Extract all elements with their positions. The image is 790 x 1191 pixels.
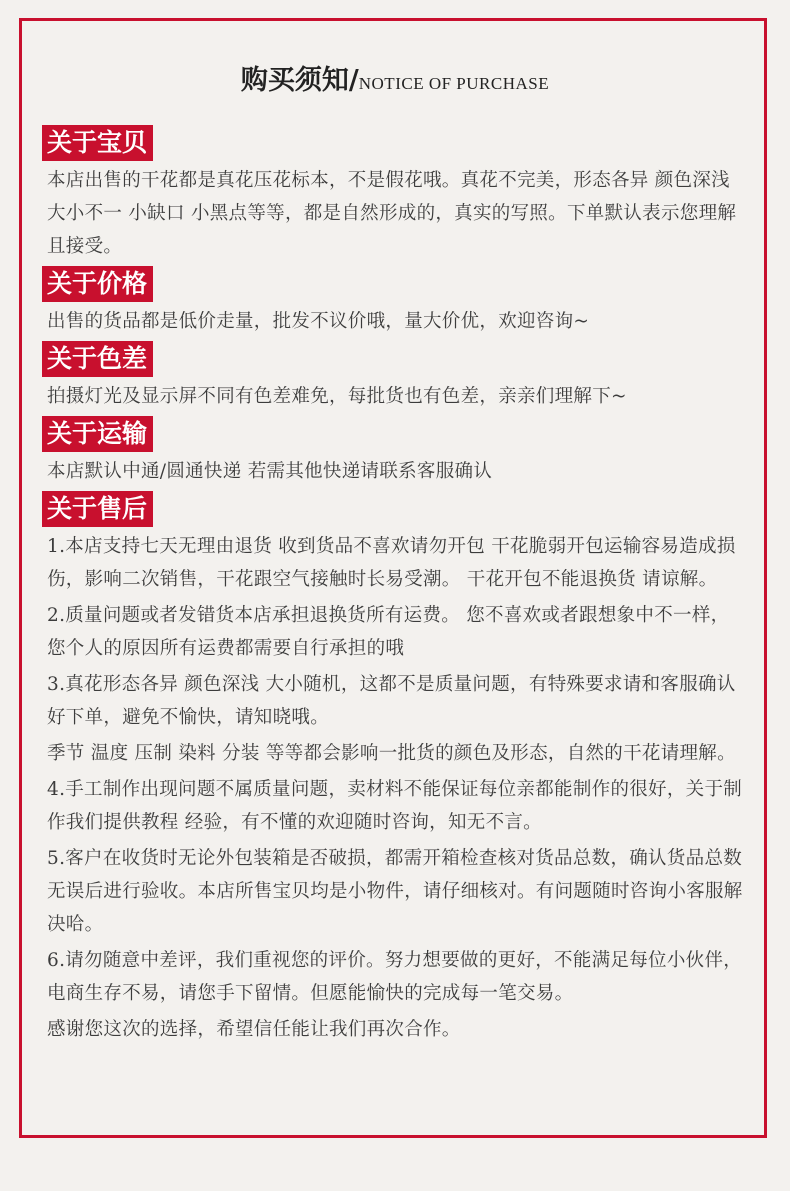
section-paragraph: 感谢您这次的选择，希望信任能让我们再次合作。 [47, 1019, 461, 1040]
section-paragraph: 本店出售的干花都是真花压花标本，不是假花哦。真花不完美，形态各异 颜色深浅 大小不一 小缺口 小黑点等等，都是自然形成的，真实的写照。下单默认表示您理解且接受。 [47, 170, 737, 257]
section-paragraph: 3.真花形态各异 颜色深浅 大小随机，这都不是质量问题，有特殊要求请和客服确认好下单，避免不愉快，请知晓哦。 [47, 674, 736, 728]
section-paragraph: 出售的货品都是低价走量，批发不议价哦，量大价优，欢迎咨询~ [47, 311, 590, 332]
section-paragraph: 5.客户在收货时无论外包装箱是否破损，都需开箱检查核对货品总数，确认货品总数无误后进行验收。本店所售宝贝均是小物件，请仔细核对。有问题随时咨询小客服解决哈。 [47, 848, 743, 935]
section-after-sales [47, 491, 747, 1046]
section-paragraph: 本店默认中通/圆通快递 若需其他快递请联系客服确认 [47, 461, 493, 482]
section-heading: 关于色差 [42, 341, 153, 377]
section-heading: 关于售后 [42, 491, 153, 527]
section-about-price [47, 266, 747, 338]
section-about-shipping [47, 416, 747, 488]
page-title [0, 58, 790, 97]
title-chinese: 购买须知/ [240, 65, 359, 96]
section-about-product [47, 125, 747, 263]
section-paragraph: 1.本店支持七天无理由退货 收到货品不喜欢请勿开包 干花脆弱开包运输容易造成损伤，影响二次销售，干花跟空气接触时长易受潮。 干花开包不能退换货 请谅解。 [47, 536, 736, 590]
section-heading: 关于价格 [42, 266, 153, 302]
section-heading: 关于运输 [42, 416, 153, 452]
section-about-color [47, 341, 747, 413]
section-paragraph: 2.质量问题或者发错货本店承担退换货所有运费。 您不喜欢或者跟想象中不一样， 您个人的原因所有运费都需要自行承担的哦 [47, 605, 730, 659]
notice-content [47, 125, 747, 1049]
title-english: NOTICE OF PURCHASE [358, 74, 550, 93]
section-paragraph: 季节 温度 压制 染料 分装 等等都会影响一批货的颜色及形态，自然的干花请理解。 [47, 743, 736, 764]
section-heading: 关于宝贝 [42, 125, 153, 161]
section-paragraph: 拍摄灯光及显示屏不同有色差难免，每批货也有色差，亲亲们理解下~ [47, 386, 627, 407]
section-paragraph: 4.手工制作出现问题不属质量问题，卖材料不能保证每位亲都能制作的很好，关于制作我们提供教程 经验，有不懂的欢迎随时咨询，知无不言。 [47, 779, 743, 833]
section-paragraph: 6.请勿随意中差评，我们重视您的评价。努力想要做的更好，不能满足每位小伙伴，电商生存不易，请您手下留情。但愿能愉快的完成每一笔交易。 [47, 950, 743, 1004]
